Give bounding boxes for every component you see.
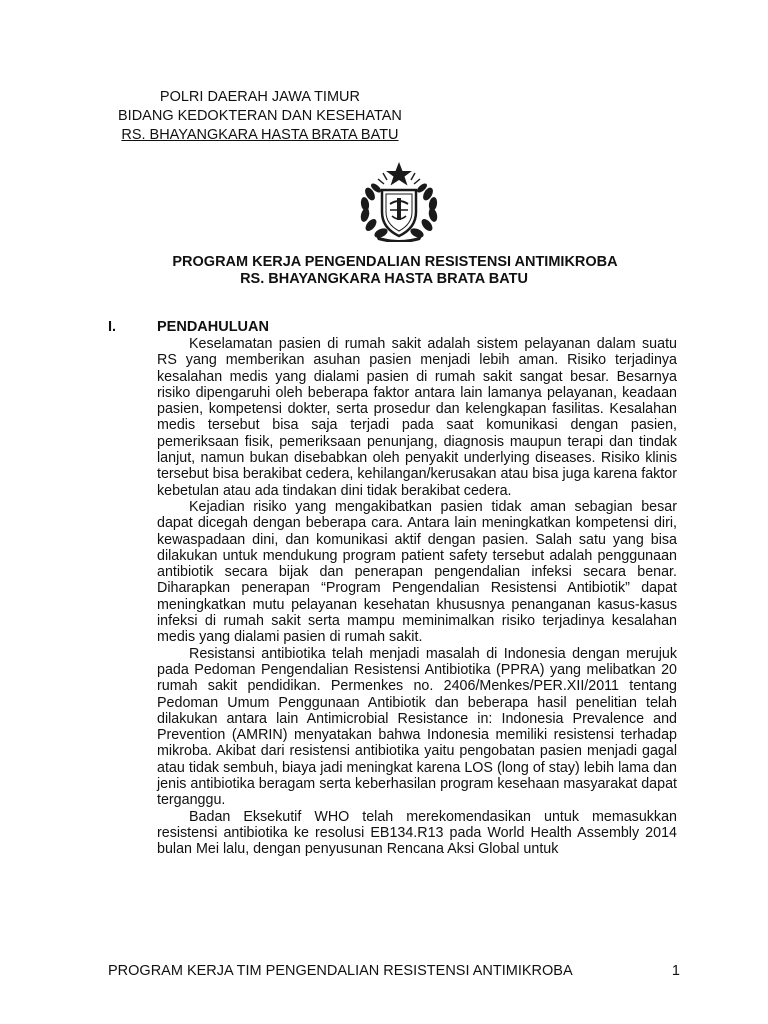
paragraph: Kejadian risiko yang mengakibatkan pasien tidak aman sebagian besar dapat dicegah dengan beberapa cara. Antara lain meningkatkan kompetensi diri, kewaspadaan dini, dan komunikasi aktif dengan pasien. Salah satu yang bisa dilakukan untuk mendukung program patient safety tersebut adalah penggunaan antibiotik secara bijak dan penerapan pengendalian infeksi secara benar. Diharapkan penerapan “Program Pengendalian Resistensi Antibiotik” dapat meningkatkan mutu pelayanan kesehatan khususnya penanganan kasus-kasus infeksi di rumah sakit serta mampu meminimalkan risiko terjadinya kesalahan medis yang dialami pasien di rumah sakit. [157,498,677,646]
document-title [0,254,768,288]
paragraph: Keselamatan pasien di rumah sakit adalah sistem pelayanan dalam suatu RS yang memberikan asuhan pasien menjadi lebih aman. Risiko terjadinya kesalahan medis yang dialami pasien di rumah sakit sangat besar. Besarnya risiko dipengaruhi oleh beberapa faktor antara lain lamanya pelayanan, keadaan pasien, kompetensi dokter, serta prosedur dan kelengkapan fasilitas. Kesalahan medis tersebut bisa saja terjadi pada saat komunikasi dengan pasien, pemeriksaan fisik, pemeriksaan penunjang, diagnosis maupun terapi dan tindak lanjut, namun bukan disebabkan oleh penyakit underlying diseases. Risiko klinis tersebut bisa berakibat cedera, kehilangan/kerusakan atau bisa juga karena faktor kebetulan atau ada tindakan dini tidak berakibat cedera. [157,336,677,499]
letterhead-line-1: POLRI DAERAH JAWA TIMUR [159,89,360,105]
footer-text: PROGRAM KERJA TIM PENGENDALIAN RESISTENSI ANTIMIKROBA [108,963,573,979]
paragraph: Badan Eksekutif WHO telah merekomendasikan untuk memasukkan resistensi antibiotika ke resolusi EB134.R13 pada World Health Assembly 2014 bulan Mei lalu, dengan penyusunan Rencana Aksi Global untuk [157,808,677,858]
document-title-line-1: PROGRAM KERJA PENGENDALIAN RESISTENSI ANTIMIKROBA [172,254,618,270]
letterhead [118,88,402,145]
page-number: 1 [671,963,680,979]
document-body [157,336,677,858]
document-title-line-2: RS. BHAYANGKARA HASTA BRATA BATU [240,271,528,287]
paragraph: Resistansi antibiotika telah menjadi masalah di Indonesia dengan merujuk pada Pedoman Pengendalian Resistensi Antibiotika (PPRA) yang melibatkan 20 rumah sakit pendidikan. Permenkes no. 2406/Menkes/PER.XII/2011 tentang Pedoman Umum Penggunaan Antibiotik dan beberapa hasil penelitian telah dilakukan antara lain Antimicrobial Resistance in: Indonesia Prevalence and Prevention (AMRIN) menyatakan bahwa Indonesia memiliki resistensi terhadap mikroba. Akibat dari resistensi antibiotika yaitu pengobatan pasien menjadi gagal atau tidak sembuh, biaya jadi meningkat karena LOS (long of stay) lebih lama dan jenis antibiotika beragam serta keberhasilan program kesehaan masyarakat dapat terganggu. [157,645,677,809]
section-title: PENDAHULUAN [157,319,269,335]
letterhead-line-3: RS. BHAYANGKARA HASTA BRATA BATU [121,127,399,143]
section-number: I. [108,319,117,335]
letterhead-line-2: BIDANG KEDOKTERAN DAN KESEHATAN [118,108,402,124]
section-heading [108,318,269,336]
polri-emblem-icon [356,160,442,242]
